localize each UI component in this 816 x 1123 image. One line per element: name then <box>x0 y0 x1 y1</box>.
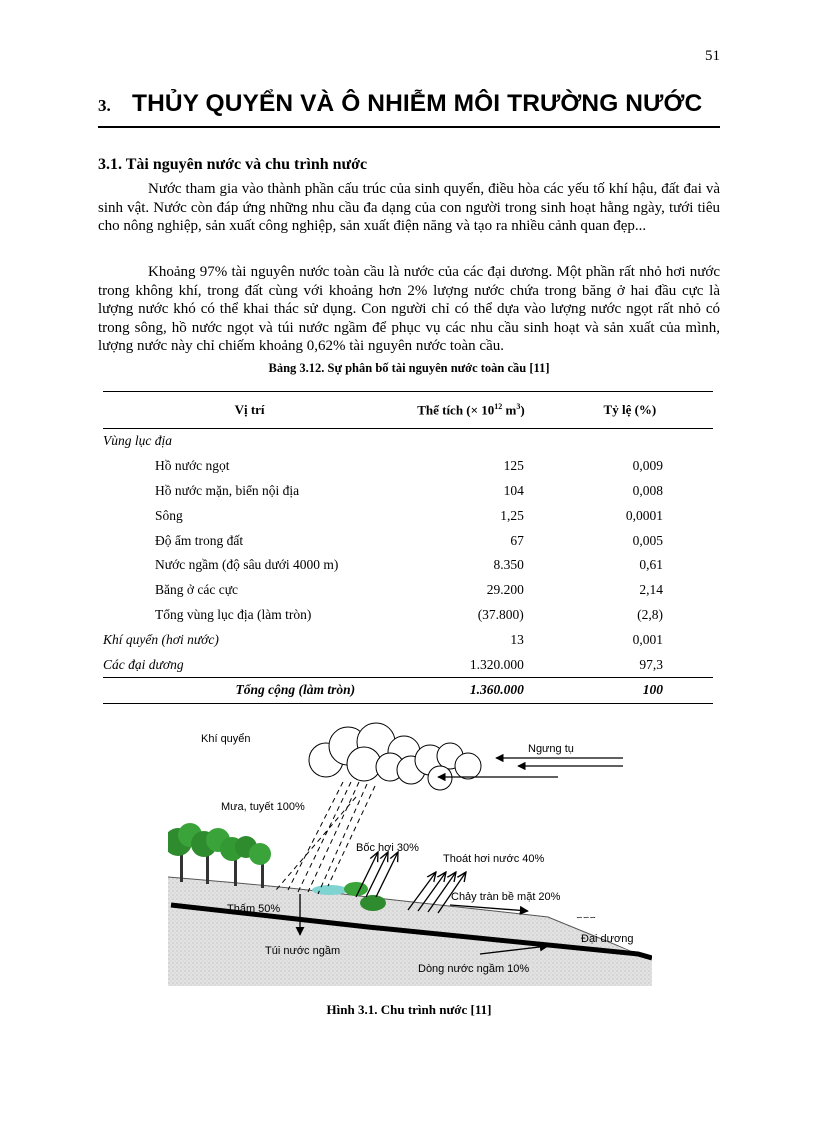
ocean-waves: ∽∽∽ <box>576 913 597 922</box>
label-evaporation: Bốc hơi 30% <box>356 842 419 854</box>
row-volume: 1,25 <box>500 507 524 523</box>
row-name: Hồ nước mặn, biển nội địa <box>155 482 300 498</box>
row-ratio: 0,009 <box>632 458 663 474</box>
table-row <box>103 652 713 677</box>
table-total-row <box>103 677 713 703</box>
row-name: Các đại dương <box>103 656 184 672</box>
lake <box>312 885 348 895</box>
table-row <box>103 503 713 528</box>
row-volume: 125 <box>503 458 524 474</box>
row-volume: (37.800) <box>477 606 524 622</box>
row-volume: 29.200 <box>486 582 524 598</box>
header-volume: Thể tích (× $10^{12}$ $m^3$) <box>395 392 546 429</box>
row-name: Nước ngầm (độ sâu dưới 4000 m) <box>155 557 339 573</box>
row-ratio: 0,005 <box>632 532 663 548</box>
section-heading: 3.1. Tài nguyên nước và chu trình nước <box>98 156 368 173</box>
water-distribution-table <box>103 391 713 704</box>
chapter-title-text: THỦY QUYỂN VÀ Ô NHIỄM MÔI TRƯỜNG NƯỚC <box>132 90 703 117</box>
total-volume: 1.360.000 <box>395 677 546 703</box>
figure-caption: Hình 3.1. Chu trình nước [11] <box>326 1002 492 1017</box>
row-name: Băng ở các cực <box>155 582 239 598</box>
clouds <box>309 723 481 790</box>
row-ratio: 97,3 <box>639 656 663 672</box>
page-number: 51 <box>705 48 720 64</box>
row-ratio: 2,14 <box>639 582 663 598</box>
label-runoff: Chảy tràn bề mặt 20% <box>451 891 561 903</box>
row-ratio: 0,008 <box>632 482 663 498</box>
header-position: Vị trí <box>103 392 395 429</box>
chapter-title <box>98 90 720 128</box>
paragraph-2: Khoảng 97% tài nguyên nước toàn cầu là nước của các đại dương. Một phần rất nhỏ hơi nước trong không khí, trong đất cùng với khoảng hơn 2% lượng nước chứa trong băng ở hai đầu cực là lượng nước khó có thể khai thác sử dụng. Con người chỉ có thể dựa vào lượng nước ngọt rất nhỏ có trong sông, hồ nước ngọt và túi nước ngầm để phục vụ các nhu cầu sinh hoạt và sản xuất của mình, lượng nước này chỉ chiếm khoảng 0,62% tài nguyên nước toàn cầu. <box>98 264 720 354</box>
row-ratio: 0,0001 <box>625 507 663 523</box>
label-precipitation: Mưa, tuyết 100% <box>221 801 305 813</box>
row-ratio: 0,001 <box>632 631 663 647</box>
label-infiltration: Thấm 50% <box>227 903 281 915</box>
chapter-number: 3. <box>98 96 111 115</box>
total-name: Tổng cộng (làm tròn) <box>103 677 395 703</box>
row-volume: 67 <box>510 532 524 548</box>
table-caption: Bảng 3.12. Sự phân bố tài nguyên nước toàn cầu [11] <box>268 361 550 375</box>
precipitation-rain <box>276 782 375 894</box>
row-ratio: (2,8) <box>637 606 663 622</box>
table-row <box>103 627 713 652</box>
label-groundwater-flow: Dòng nước ngầm 10% <box>418 963 530 975</box>
table-row <box>103 578 713 603</box>
water-cycle-diagram <box>168 722 652 986</box>
label-ocean: Đại dương <box>581 933 634 945</box>
label-transpiration: Thoát hơi nước 40% <box>443 853 545 865</box>
label-atmosphere: Khí quyển <box>201 733 251 745</box>
row-ratio: 0,61 <box>639 557 663 573</box>
label-condensation: Ngưng tụ <box>528 743 574 755</box>
row-name: Tổng vùng lục địa (làm tròn) <box>155 606 312 622</box>
row-name: Khí quyển (hơi nước) <box>103 631 219 647</box>
row-volume: 1.320.000 <box>469 656 524 672</box>
header-ratio: Tỷ lệ (%) <box>546 392 713 429</box>
row-volume: 13 <box>510 631 524 647</box>
table-row <box>103 454 713 479</box>
row-volume: 104 <box>503 482 524 498</box>
group-label: Vùng lục địa <box>103 433 172 449</box>
table-row-group-land <box>103 429 713 454</box>
row-name: Độ ẩm trong đất <box>155 532 244 548</box>
table-row <box>103 553 713 578</box>
table-row <box>103 603 713 628</box>
table-header-row <box>103 392 713 429</box>
row-name: Sông <box>155 507 183 523</box>
table-row <box>103 528 713 553</box>
total-ratio: 100 <box>546 677 713 703</box>
label-aquifer: Túi nước ngầm <box>265 945 341 957</box>
table-row <box>103 479 713 504</box>
row-volume: 8.350 <box>493 557 524 573</box>
row-name: Hồ nước ngọt <box>155 458 230 474</box>
paragraph-1: Nước tham gia vào thành phần cấu trúc của sinh quyển, điều hòa các yếu tố khí hậu, đất đai và sinh vật. Nước còn đáp ứng những nhu cầu đa dạng của con người trong sinh hoạt hằng ngày, tưới tiêu cho nông nghiệp, sản xuất công nghiệp, sản xuất điện năng và tạo ra nhiều cảnh quan đẹp... <box>98 181 720 234</box>
